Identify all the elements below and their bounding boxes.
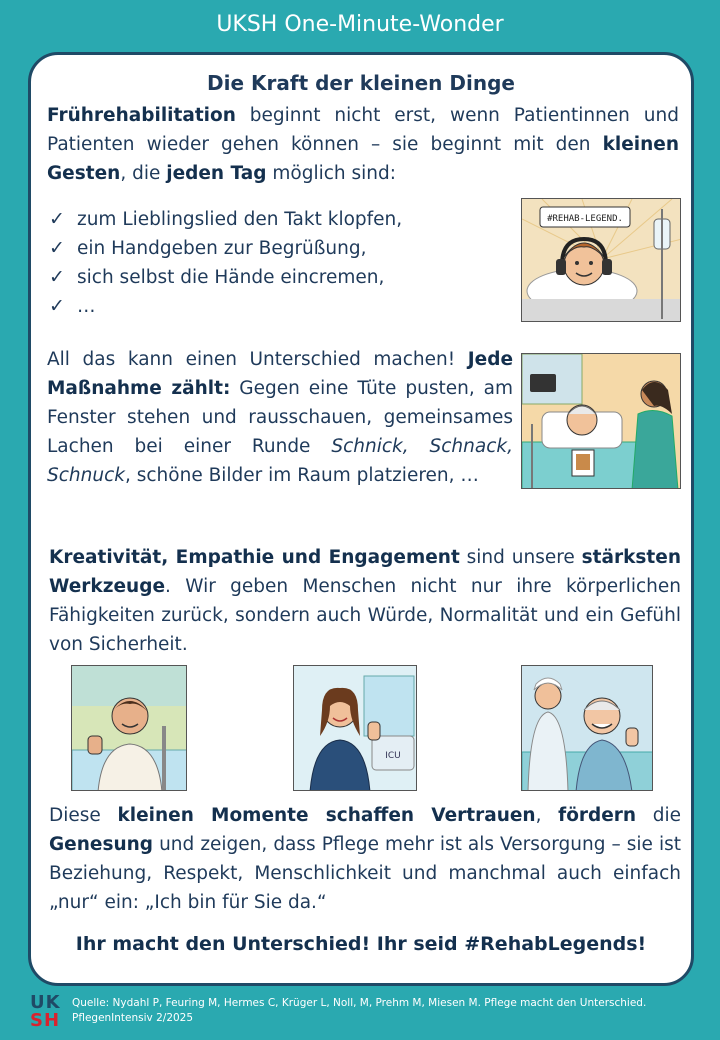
nurse-senior-patient-illustration xyxy=(521,665,653,791)
moments-paragraph: Diese kleinen Momente schaffen Vertrauen, fördern die Genesung und zeigen, dass Pflege mehr ist als Versorgung – sie ist Beziehung, Respekt, Menschlichkeit und manchmal auch einfach „nur“ ein: „Ich bin für Sie da.“ xyxy=(49,805,682,913)
card-title: Die Kraft der kleinen Dinge xyxy=(207,71,515,95)
patient-headphones-illustration xyxy=(521,198,681,322)
nurse-elderly-patient-illustration xyxy=(521,353,681,489)
closing-statement: Ihr macht den Unterschied! Ihr seid #RehabLegends! xyxy=(75,933,647,955)
list-item: ✓ … xyxy=(49,292,402,321)
logo-row-sh: SH xyxy=(30,1010,61,1031)
intro-paragraph: Frührehabilitation beginnt nicht erst, wenn Patientinnen und Patienten wieder gehen können – sie beginnt mit den kleinen Gesten, die jeden Tag möglich sind: xyxy=(47,105,679,184)
source-line-1: Quelle: Nydahl P, Feuring M, Hermes C, Krüger L, Noll, M, Prehm M, Miesen M. Pflege macht den Unterschied. xyxy=(72,997,647,1009)
check-icon: ✓ xyxy=(49,208,65,230)
nurse-thumbs-up-illustration xyxy=(293,665,417,791)
gesture-checklist xyxy=(49,205,402,321)
logo-row-uk: UK xyxy=(30,992,61,1013)
icu-sign-text: ICU xyxy=(385,751,401,761)
rehab-sign-text: #REHAB-LEGEND. xyxy=(547,214,623,224)
page-header-title: UKSH One-Minute-Wonder xyxy=(216,12,504,37)
check-icon: ✓ xyxy=(49,237,65,259)
list-item: ✓ ein Handgeben zur Begrüßung, xyxy=(49,234,402,263)
check-icon: ✓ xyxy=(49,295,65,317)
content-card xyxy=(28,52,694,986)
tools-paragraph: Kreativität, Empathie und Engagement sind unsere stärksten Werkzeuge. Wir geben Menschen nicht nur ihre körperlichen Fähigkeiten zurück, sondern auch Würde, Normalität und ein Gefühl von Sicherheit. xyxy=(49,547,681,655)
patient-thumbs-up-illustration xyxy=(71,665,187,791)
list-item: ✓ sich selbst die Hände eincremen, xyxy=(49,263,402,292)
check-icon: ✓ xyxy=(49,266,65,288)
source-line-2: PflegenIntensiv 2/2025 xyxy=(72,1012,194,1024)
measures-paragraph: All das kann einen Unterschied machen! Jede Maßnahme zählt: Gegen eine Tüte pusten, am Fenster stehen und rausschauen, gemeinsames Lachen bei einer Runde Schnick, Schnack, Schnuck, schöne Bilder im Raum platzieren, … xyxy=(47,349,513,486)
list-item: ✓ zum Lieblingslied den Takt klopfen, xyxy=(49,205,402,234)
source-citation xyxy=(72,996,646,1026)
uksh-logo xyxy=(30,994,60,1032)
